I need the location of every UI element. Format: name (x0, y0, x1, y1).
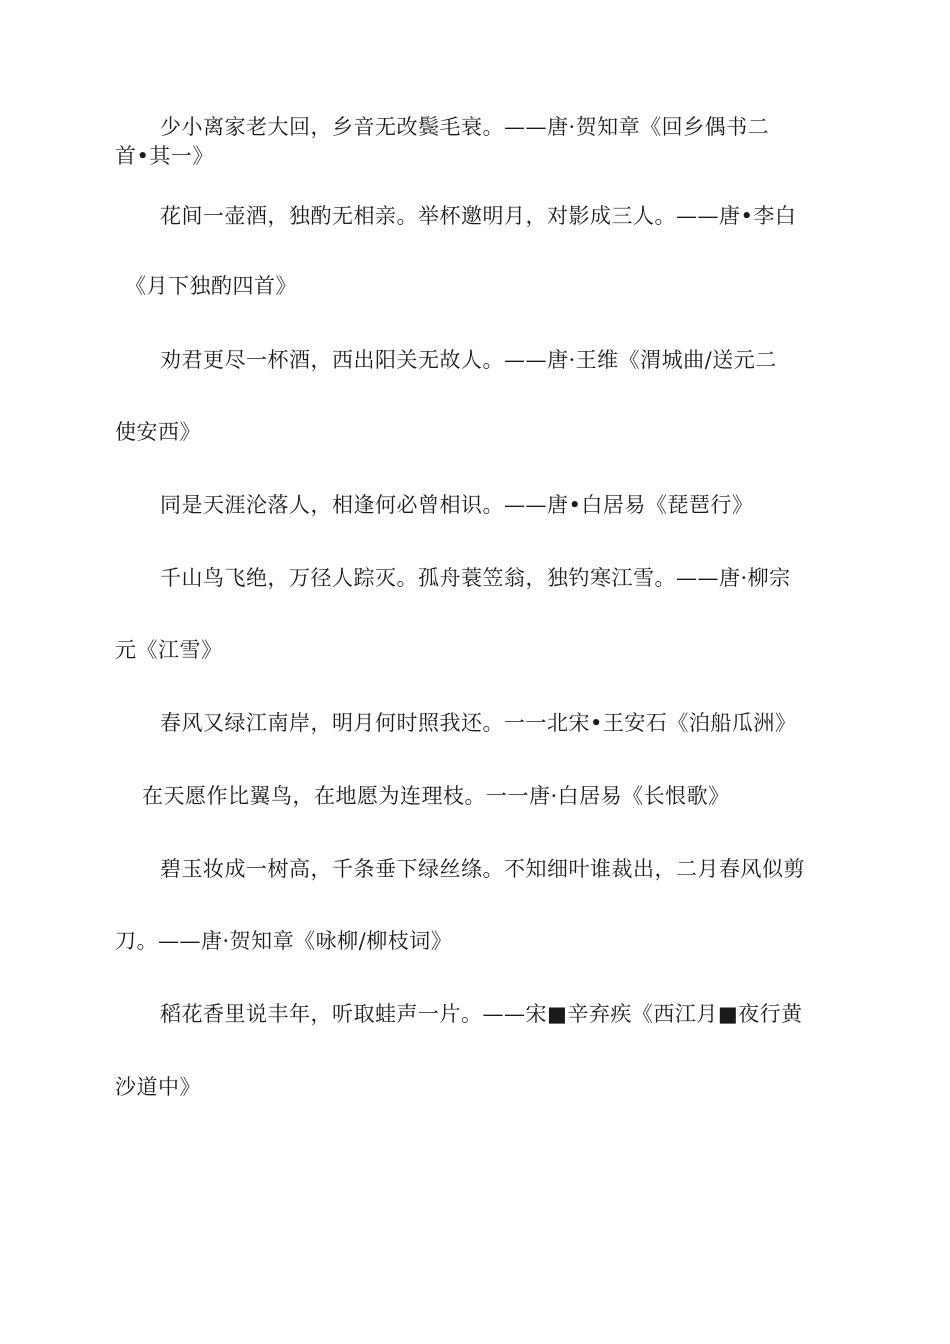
poem-line-5: 劝君更尽一杯酒，西出阳关无故人。——唐·王维《渭城曲/送元二 (160, 348, 777, 372)
poem-line-15: 沙道中》 (115, 1075, 201, 1099)
poem-line-7: 同是天涯沦落人，相逢何必曾相识。——唐•白居易《琵琶行》 (160, 493, 754, 517)
poem-line-2: 首•其一》 (115, 144, 214, 168)
poem-line-9: 元《江雪》 (115, 638, 223, 662)
poem-line-8: 千山鸟飞绝，万径人踪灭。孤舟蓑笠翁，独钓寒江雪。——唐·柳宗 (160, 566, 791, 590)
poem-line-4: 《月下独酌四首》 (125, 274, 297, 298)
poem-line-14: 稻花香里说丰年，听取蛙声一片。——宋■辛弃疾《西江月■夜行黄 (160, 1002, 803, 1026)
poem-line-11: 在天愿作比翼鸟，在地愿为连理枝。一一唐·白居易《长恨歌》 (142, 784, 730, 808)
poem-line-3: 花间一壶酒，独酌无相亲。举杯邀明月，对影成三人。——唐•李白 (160, 204, 797, 228)
poem-line-12: 碧玉妆成一树高，千条垂下绿丝绦。不知细叶谁裁出，二月春风似剪 (160, 857, 805, 881)
poem-line-13: 刀。——唐·贺知章《咏柳/柳枝词》 (115, 929, 453, 953)
poem-line-1: 少小离家老大回，乡音无改鬓毛衰。——唐·贺知章《回乡偶书二 (160, 115, 770, 139)
poem-line-6: 使安西》 (115, 420, 201, 444)
poem-line-10: 春风又绿江南岸，明月何时照我还。一一北宋•王安石《泊船瓜洲》 (160, 711, 797, 735)
